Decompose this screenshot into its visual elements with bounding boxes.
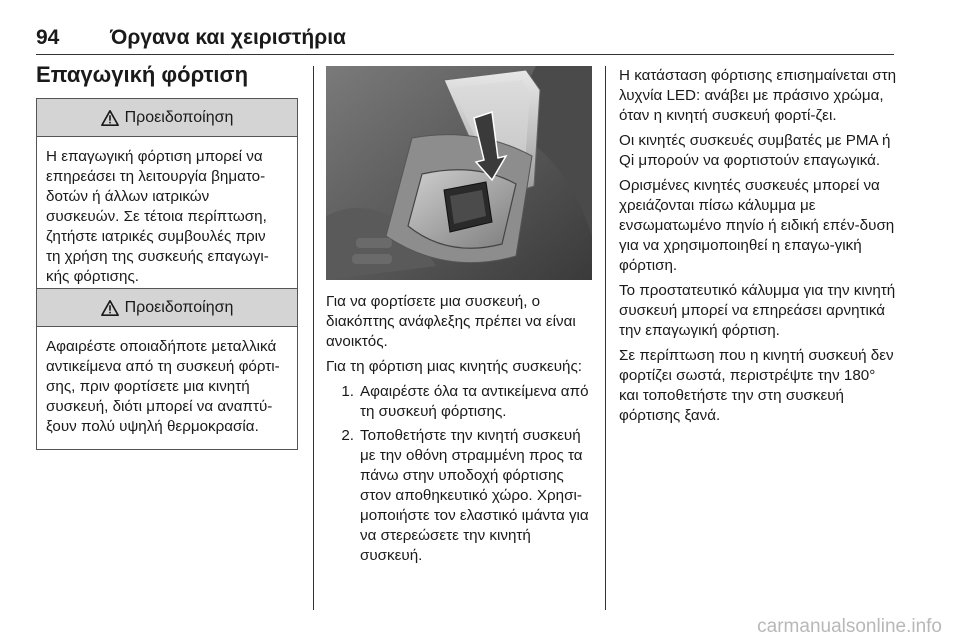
column-divider bbox=[313, 66, 314, 610]
step-number: 2. bbox=[341, 427, 354, 444]
info-paragraph: Οι κινητές συσκευές συμβατές με PMA ή Qi μπορούν να φορτιστούν επαγωγικά. bbox=[619, 132, 891, 169]
info-paragraph: Η κατάσταση φόρτισης επισημαίνεται στη λυχνία LED: ανάβει με πράσινο χρώμα, όταν η κινητή συσκευή φορτί-ζει. bbox=[619, 67, 897, 124]
column-divider bbox=[605, 66, 606, 610]
info-paragraph: Ορισμένες κινητές συσκευές μπορεί να χρειάζονται πίσω κάλυμμα με ενσωματωμένο πηνίο ή ειδική επέν-δυση για να χρησιμοποιηθεί η επαγω-γική φόρτιση. bbox=[619, 177, 895, 274]
console-charger-illustration bbox=[326, 66, 592, 280]
step-text: Τοποθετήστε την κινητή συσκευή με την οθόνη στραμμένη προς τα πάνω στην υποδοχή φόρτισης στον αποθηκευτικό χώρο. Χρησι-μοποιήστε τον ελαστικό ιμάντα για να στερεώσετε την κινητή συσκευή. bbox=[360, 427, 589, 564]
warning-header bbox=[37, 289, 297, 327]
list-item bbox=[326, 426, 596, 566]
warning-box-metal-objects bbox=[36, 288, 298, 450]
warning-triangle-icon bbox=[101, 299, 119, 317]
warning-line: ζητήστε ιατρικές συμβουλές πριν bbox=[46, 228, 266, 245]
warning-text bbox=[37, 137, 297, 299]
warning-line: συσκευή, διότι μπορεί να αναπτύ- bbox=[46, 398, 273, 415]
warning-header bbox=[37, 99, 297, 137]
warning-heading: Προειδοποίηση bbox=[124, 108, 234, 126]
step-text: Αφαιρέστε όλα τα αντικείμενα από τη συσκευή φόρτισης. bbox=[360, 383, 589, 420]
info-paragraph: Σε περίπτωση που η κινητή συσκευή δεν φορτίζει σωστά, περιστρέψτε την 180° και τοποθετήστε την στη συσκευή φόρτισης ξανά. bbox=[619, 347, 894, 424]
warning-line: επηρεάσει τη λειτουργία βηματο- bbox=[46, 168, 266, 185]
warning-triangle-icon bbox=[101, 109, 119, 127]
info-paragraph: Το προστατευτικό κάλυμμα για την κινητή συσκευή μπορεί να επηρεάσει αρνητικά την επαγωγική φόρτιση. bbox=[619, 282, 896, 339]
middle-column bbox=[326, 292, 596, 570]
warning-line: συσκευών. Σε τέτοια περίπτωση, bbox=[46, 208, 267, 225]
instruction-paragraph: Για να φορτίσετε μια συσκευή, ο διακόπτης ανάφλεξης πρέπει να είναι ανοικτός. bbox=[326, 293, 576, 350]
instruction-paragraph: Για τη φόρτιση μιας κινητής συσκευής: bbox=[326, 358, 583, 375]
warning-line: δοτών ή άλλων ιατρικών bbox=[46, 188, 210, 205]
warning-line: Η επαγωγική φόρτιση μπορεί να bbox=[46, 148, 263, 165]
warning-line: σης, πριν φορτίσετε μια κινητή bbox=[46, 378, 250, 395]
warning-box-pacemaker bbox=[36, 98, 298, 300]
warning-line: κής φόρτισης. bbox=[46, 268, 140, 285]
warning-line: Αφαιρέστε οποιαδήποτε μεταλλικά bbox=[46, 338, 277, 355]
warning-line: τη χρήση της συσκευής επαγωγι- bbox=[46, 248, 269, 265]
right-column bbox=[619, 66, 897, 431]
watermark: carmanualsonline.info bbox=[757, 616, 942, 637]
steps-list bbox=[326, 382, 596, 566]
step-number: 1. bbox=[341, 383, 354, 400]
page-header bbox=[36, 26, 894, 54]
warning-line: ξουν πολύ υψηλή θερμοκρασία. bbox=[46, 418, 259, 435]
chapter-title: Όργανα και χειριστήρια bbox=[110, 26, 346, 49]
charging-pad-drawing bbox=[326, 66, 592, 280]
list-item bbox=[326, 382, 596, 422]
page-number: 94 bbox=[36, 26, 60, 49]
warning-heading: Προειδοποίηση bbox=[124, 298, 234, 316]
warning-line: αντικείμενα από τη συσκευή φόρτι- bbox=[46, 358, 280, 375]
section-title: Επαγωγική φόρτιση bbox=[36, 62, 249, 87]
warning-text bbox=[37, 327, 297, 449]
header-divider bbox=[36, 54, 894, 55]
